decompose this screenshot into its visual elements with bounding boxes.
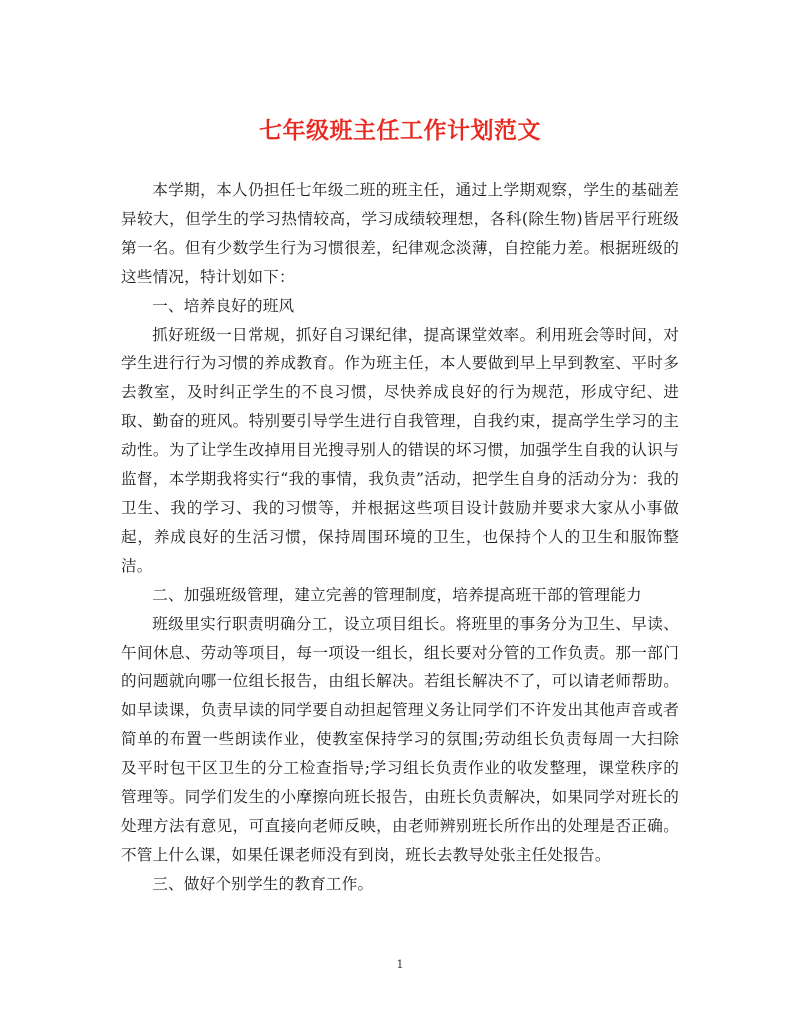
section-heading-1: 一、培养良好的班风 <box>152 296 295 315</box>
section-heading-3: 三、做好个别学生的教育工作。 <box>152 874 374 893</box>
page-number: 1 <box>396 958 404 971</box>
section-1-paragraph: 抓好班级一日常规，抓好自习课纪律，提高课堂效率。利用班会等时间，对学生进行行为习惯的养成教育。作为班主任，本人要做到早上早到教室、平时多去教室，及时纠正学生的不良习惯，尽快养成良好的行为规范，形成守纪、进取、勤奋的班风。特别要引导学生进行自我管理，自我约束，提高学生学习的主动性。为了让学生改掉用目光搜寻别人的错误的坏习惯，加强学生自我的认识与监督，本学期我将实行“我的事情，我负责”活动，把学生自身的活动分为：我的卫生、我的学习、我的习惯等，并根据这些项目设计鼓励并要求大家从小事做起，养成良好的生活习惯，保持周围环境的卫生，也保持个人的卫生和服饰整洁。 <box>121 325 679 575</box>
intro-paragraph: 本学期，本人仍担任七年级二班的班主任，通过上学期观察，学生的基础差异较大，但学生的学习热情较高，学习成绩较理想，各科(除生物)皆居平行班级第一名。但有少数学生行为习惯很差，纪律观念淡薄，自控能力差。根据班级的这些情况，特计划如下： <box>121 181 679 286</box>
document-title: 七年级班主任工作计划范文 <box>259 117 541 144</box>
section-heading-2: 二、加强班级管理，建立完善的管理制度，培养提高班干部的管理能力 <box>152 585 642 604</box>
section-2-paragraph: 班级里实行职责明确分工，设立项目组长。将班里的事务分为卫生、早读、午间休息、劳动等项目，每一项设一组长，组长要对分管的工作负责。那一部门的问题就向哪一位组长报告，由组长解决。若组长解决不了，可以请老师帮助。如早读课，负责早读的同学要自动担起管理义务让同学们不许发出其他声音或者简单的布置一些朗读作业，使教室保持学习的氛围;劳动组长负责每周一大扫除及平时包干区卫生的分工检查指导;学习组长负责作业的收发整理，课堂秩序的管理等。同学们发生的小摩擦向班长报告，由班长负责解决，如果同学对班长的处理方法有意见，可直接向老师反映，由老师辨别班长所作出的处理是否正确。不管上什么课，如果任课老师没有到岗，班长去教导处张主任处报告。 <box>121 614 679 864</box>
document-body <box>121 176 679 899</box>
